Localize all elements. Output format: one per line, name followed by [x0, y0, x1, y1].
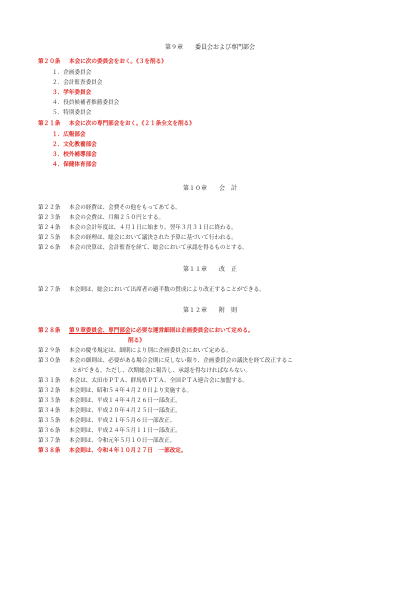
- article-number: 第２３条: [38, 215, 61, 221]
- article-text: 本会の決算は、会計監査を経て、総会において承認を得るものとする。: [69, 245, 248, 251]
- chapter-9-title: 第９章 委員会および専門部会: [164, 44, 255, 51]
- article-number: 第２７条: [38, 287, 61, 293]
- committee-item: ４．役員候補者推薦委員会: [52, 100, 120, 106]
- article-21: [38, 121, 195, 128]
- article-26: [38, 245, 248, 252]
- article-text: 本会の細則は、必要がある場合会則に反しない限り、企画委員会の議決を経て改正するこ: [69, 358, 293, 364]
- subcommittee-item: １．広報部会: [52, 132, 86, 138]
- article-number: 第２４条: [38, 225, 61, 231]
- article-33: [38, 398, 181, 405]
- article-text: 本会則は、平成２１年５月６日一部改正。: [69, 418, 176, 424]
- article-31: [38, 378, 248, 385]
- article-text: 本会則は、令和４年１０月２７日 一部改定。: [69, 448, 187, 454]
- article-text: に必要な運営細則は企画委員会において定める。: [130, 328, 254, 334]
- article-number: 第３１条: [38, 378, 61, 384]
- subcommittee-item: ４．保健体育部会: [52, 162, 97, 168]
- article-38: [38, 448, 186, 455]
- committee-item: ５．特別委員会: [52, 110, 92, 116]
- committee-item: １．企画委員会: [52, 70, 92, 76]
- chapter-11-title: 第１１章 改 正: [182, 266, 237, 273]
- article-30-continued: とができる。ただし、次期総会に報告し、承認を得なければならない。: [72, 368, 252, 374]
- article-29: [38, 348, 231, 355]
- subcommittee-item: ３．校外補導部会: [52, 152, 97, 158]
- article-text: 本会則は、昭和５４年４月２０日より実施する。: [69, 388, 193, 394]
- article-text: 本会に次の専門部会をおく。《２１条全文を削る》: [69, 121, 195, 127]
- article-number: 第２２条: [38, 205, 61, 211]
- article-30: [38, 358, 293, 365]
- chapter-12-title: 第１２章 附 則: [182, 307, 237, 314]
- article-32: [38, 388, 192, 395]
- article-number: 第３０条: [38, 358, 61, 364]
- article-text: 本会則は、平成２４年５月１１日一部改正。: [69, 428, 181, 434]
- article-20: [38, 59, 167, 66]
- committee-item-deleted: ３．学年委員会: [52, 90, 92, 96]
- article-number: 第２８条: [38, 328, 61, 334]
- article-text: 本会は、太田市ＰＴＡ、群馬県ＰＴＡ、全国ＰＴＡ連合会に加盟する。: [69, 378, 249, 384]
- article-number: 第２６条: [38, 245, 61, 251]
- article-text: 本会の経理は、総会において議決された予算に基づいて行われる。: [69, 235, 237, 241]
- deleted-text: 第９章委員会、専門部会: [69, 328, 131, 334]
- chapter-10-title: 第１０章 会 計: [182, 185, 237, 192]
- article-number: 第２０条: [38, 59, 61, 65]
- article-number: 第３４条: [38, 408, 61, 414]
- article-number: 第３２条: [38, 388, 61, 394]
- article-text: 本会に次の委員会をおく。《３を削る》: [69, 59, 167, 65]
- article-number: 第３５条: [38, 418, 61, 424]
- article-23: [38, 215, 164, 222]
- article-number: 第２５条: [38, 235, 61, 241]
- article-34: [38, 408, 181, 415]
- article-27: [38, 287, 265, 294]
- article-text: 本会の経費は、会費その他をもってあてる。: [69, 205, 181, 211]
- article-36: [38, 428, 181, 435]
- article-28-note: 削る》: [128, 338, 145, 344]
- article-number: 第３８条: [38, 448, 61, 454]
- committee-item: ２．会計監査委員会: [52, 80, 103, 86]
- article-number: 第２１条: [38, 121, 61, 127]
- article-text: 本会則は、総会において出席者の過半数の賛成により改正することができる。: [69, 287, 265, 293]
- article-number: 第３７条: [38, 438, 61, 444]
- subcommittee-item: ２．文化教養部会: [52, 142, 97, 148]
- article-28: [38, 328, 254, 335]
- article-text: 本会の会計年度は、４月１日に始まり、翌年３月３１日に終わる。: [69, 225, 237, 231]
- article-text: 本会則は、令和元年５月１０日一部改正。: [69, 438, 176, 444]
- article-text: 本会の慶弔規定は、細則により別に企画委員会において定める。: [69, 348, 232, 354]
- article-text: 本会の会費は、月額２５０円とする。: [69, 215, 165, 221]
- article-35: [38, 418, 175, 425]
- article-number: 第３３条: [38, 398, 61, 404]
- article-text: 本会則は、平成２０年４月２５日一部改正。: [69, 408, 181, 414]
- article-37: [38, 438, 175, 445]
- article-number: 第３６条: [38, 428, 61, 434]
- article-24: [38, 225, 237, 232]
- article-number: 第２９条: [38, 348, 61, 354]
- article-text: 本会則は、平成１４年４月２６日一部改正。: [69, 398, 181, 404]
- article-25: [38, 235, 237, 242]
- article-22: [38, 205, 181, 212]
